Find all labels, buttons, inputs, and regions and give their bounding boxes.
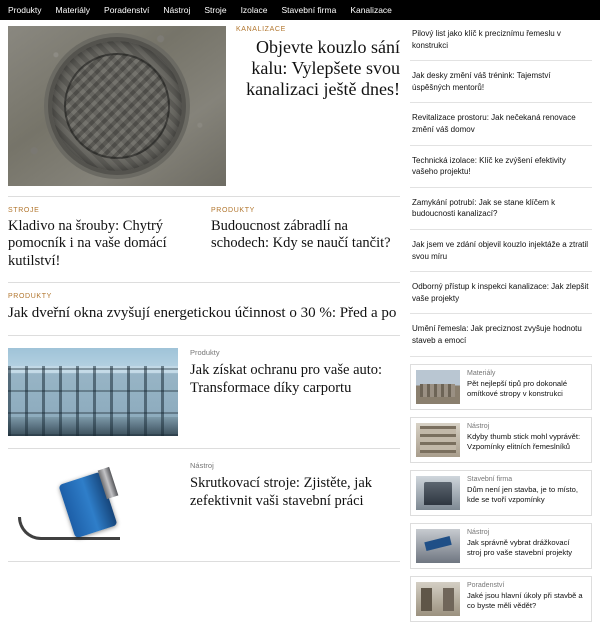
advice-thumb [416, 582, 460, 616]
sidebar-link[interactable]: Jak desky změní váš trénink: Tajemství úspěšných mentorů! [410, 61, 592, 103]
teaser-card-1[interactable] [8, 207, 197, 270]
sidebar-link[interactable]: Umění řemesla: Jak preciznost zvyšuje hodnotu staveb a emocí [410, 314, 592, 356]
sidebar-link[interactable]: Pilový list jako klíč k preciznímu řemeslu v konstrukci [410, 26, 592, 61]
tool-thumb [416, 423, 460, 457]
teaser-2-title[interactable]: Budoucnost zábradlí na schodech: Kdy se naučí tančit? [211, 218, 391, 252]
plaster-ceiling-thumb [416, 370, 460, 404]
row-2-kicker: Nástroj [190, 460, 214, 470]
teaser-1-kicker: STROJE [8, 207, 40, 214]
article-row-drill[interactable] [8, 449, 400, 562]
row-1-title[interactable]: Jak získat ochranu pro vaše auto: Transformace díky carportu [190, 361, 383, 396]
two-column-teasers [8, 197, 400, 283]
article-row-text [190, 461, 400, 510]
sidebar-card[interactable] [410, 417, 592, 463]
nav-item-kanalizace[interactable]: Kanalizace [350, 5, 392, 15]
teaser-2-kicker: PRODUKTY [211, 207, 255, 214]
sidebar-card-kicker: Materiály [467, 369, 496, 377]
row-2-title[interactable]: Skrutkovací stroje: Zjistěte, jak zefektivnit vaši stavební práci [190, 474, 373, 509]
sidebar-card[interactable] [410, 576, 592, 622]
sidebar-card-kicker: Nástroj [467, 422, 490, 430]
sidebar-link[interactable]: Revitalizace prostoru: Jak nečekaná renovace změní váš domov [410, 103, 592, 145]
hero-article[interactable] [8, 26, 400, 197]
sidebar-card[interactable] [410, 523, 592, 569]
sidebar-card-title[interactable]: Dům není jen stavba, je to místo, kde se tvoří vzpomínky [467, 484, 579, 504]
sidebar-link[interactable]: Odborný přístup k inspekci kanalizace: Jak zlepšit vaše projekty [410, 272, 592, 314]
main-navigation[interactable] [0, 0, 600, 20]
sidebar-card-title[interactable]: Pět nejlepší tipů pro dokonalé omítkové stropy v konstrukci [467, 378, 568, 398]
main-content [8, 26, 400, 622]
article-row-text [190, 348, 400, 397]
sidebar [410, 26, 592, 622]
teaser-card-2[interactable] [211, 207, 400, 270]
wide-teaser-kicker: PRODUKTY [8, 293, 52, 301]
wide-teaser[interactable] [8, 283, 400, 336]
hero-title[interactable]: Objevte kouzlo sání kalu: Vylepšete svou kanalizaci ještě dnes! [246, 37, 400, 100]
page-layout [0, 20, 600, 622]
house-thumb [416, 476, 460, 510]
power-drill-photo [8, 461, 178, 549]
sidebar-card[interactable] [410, 470, 592, 516]
manhole-cover-photo [8, 26, 226, 186]
sidebar-card-kicker: Poradenství [467, 581, 505, 589]
wide-teaser-title[interactable]: Jak dveřní okna zvyšují energetickou účinnost o 30 %: Před a po [8, 305, 397, 322]
sidebar-link[interactable]: Jak jsem ve zdání objevil kouzlo injektáže a ztratil svou míru [410, 230, 592, 272]
sidebar-card-title[interactable]: Jaké jsou hlavní úkoly při stavbě a co byste měli vědět? [467, 590, 583, 610]
sidebar-card-title[interactable]: Jak správně vybrat drážkovací stroj pro vaše stavební projekty [467, 537, 573, 557]
sidebar-card[interactable] [410, 364, 592, 410]
nav-item-izolace[interactable]: Izolace [240, 5, 268, 15]
nav-item-materialy[interactable]: Materiály [55, 5, 91, 15]
nav-item-nastroj[interactable]: Nástroj [163, 5, 191, 15]
sidebar-card-title[interactable]: Kdyby thumb stick mohl vyprávět: Vzpomínky elitních řemeslníků [467, 431, 581, 451]
groove-machine-thumb [416, 529, 460, 563]
nav-item-produkty[interactable]: Produkty [8, 5, 42, 15]
hero-text [236, 26, 400, 186]
nav-item-poradenstvi[interactable]: Poradenství [104, 5, 150, 15]
sidebar-card-kicker: Stavební firma [467, 475, 513, 483]
sidebar-link[interactable]: Zamykání potrubí: Jak se stane klíčem k budoucnosti kanalizací? [410, 188, 592, 230]
row-1-kicker: Produkty [190, 347, 220, 357]
hero-kicker: KANALIZACE [236, 26, 286, 33]
article-row-carport[interactable] [8, 336, 400, 449]
sidebar-link[interactable]: Technická izolace: Klíč ke zvýšení efektivity vašeho projektu! [410, 146, 592, 188]
sidebar-card-kicker: Nástroj [467, 528, 490, 536]
teaser-1-title[interactable]: Kladivo na šrouby: Chytrý pomocník i na vaše domácí kutilství! [8, 218, 167, 269]
nav-item-stavebni-firma[interactable]: Stavební firma [281, 5, 337, 15]
sidebar-link-list [410, 26, 592, 357]
nav-item-stroje[interactable]: Stroje [204, 5, 227, 15]
carport-photo [8, 348, 178, 436]
